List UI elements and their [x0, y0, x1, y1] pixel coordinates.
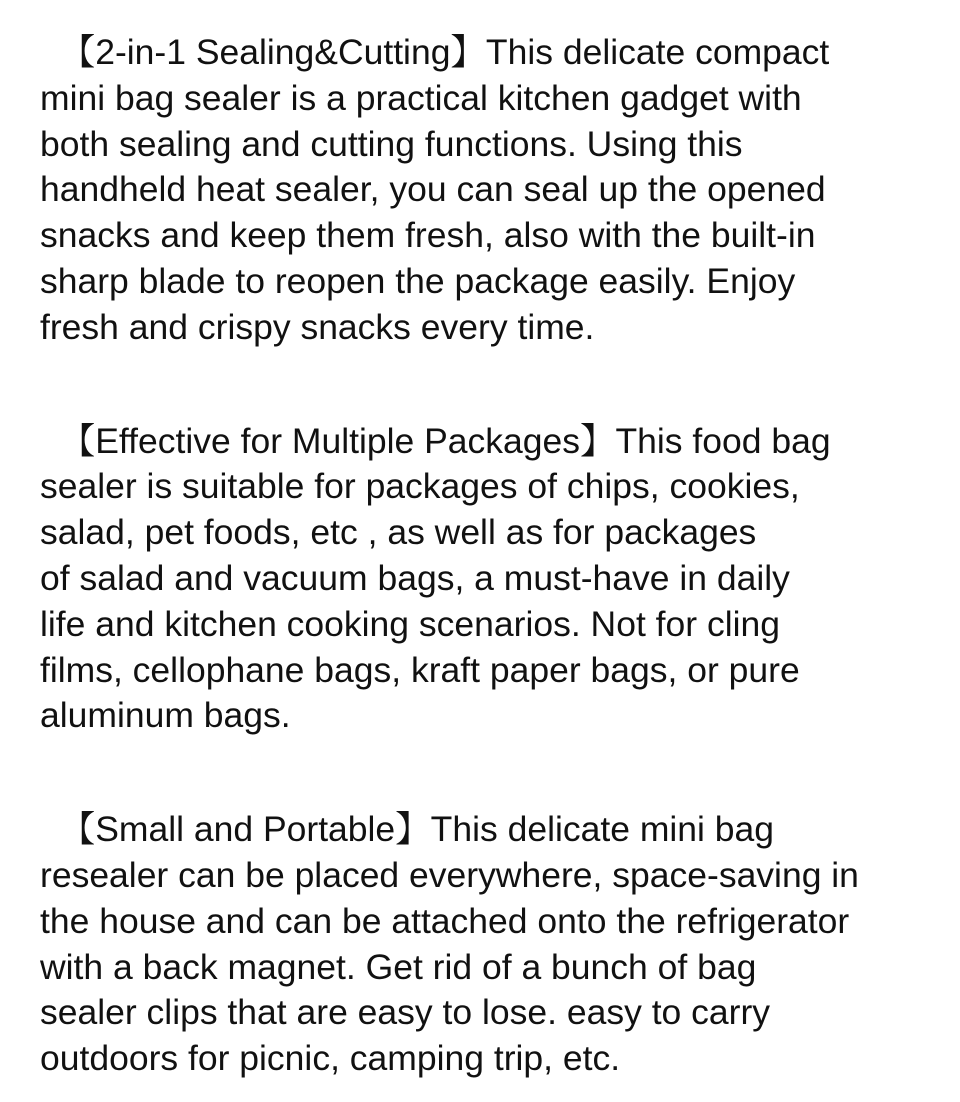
text-line: sealer is suitable for packages of chips, cookies, — [40, 466, 800, 507]
text-line: the house and can be attached onto the refrigerator — [40, 900, 850, 941]
text-line: salad, pet foods, etc , as well as for packages — [40, 512, 757, 553]
text-line: handheld heat sealer, you can seal up the opened — [40, 169, 826, 210]
text-line: life and kitchen cooking scenarios. Not for cling — [40, 603, 780, 644]
text-line: outdoors for picnic, camping trip, etc. — [40, 1038, 621, 1079]
product-description — [40, 30, 940, 1082]
paragraph-multiple-packages — [40, 419, 940, 740]
text-line: 【Effective for Multiple Packages】This food bag — [40, 420, 831, 461]
text-line: both sealing and cutting functions. Using this — [40, 123, 743, 164]
text-line: 【2-in-1 Sealing&Cutting】This delicate compact — [40, 32, 830, 72]
text-line: resealer can be placed everywhere, space-saving in — [40, 854, 859, 895]
paragraph-small-portable — [40, 807, 940, 1082]
text-line: of salad and vacuum bags, a must-have in daily — [40, 557, 790, 598]
text-line: films, cellophane bags, kraft paper bags, or pure — [40, 649, 800, 690]
text-line: sealer clips that are easy to lose. easy to carry — [40, 992, 771, 1033]
text-line: fresh and crispy snacks every time. — [40, 306, 595, 347]
text-line: mini bag sealer is a practical kitchen gadget with — [40, 77, 802, 118]
text-line: sharp blade to reopen the package easily. Enjoy — [40, 260, 796, 301]
text-line: 【Small and Portable】This delicate mini bag — [40, 809, 775, 850]
paragraph-sealing-cutting — [40, 30, 940, 351]
text-line: with a back magnet. Get rid of a bunch of bag — [40, 946, 757, 987]
text-line: aluminum bags. — [40, 695, 291, 736]
text-line: snacks and keep them fresh, also with the built-in — [40, 215, 816, 256]
